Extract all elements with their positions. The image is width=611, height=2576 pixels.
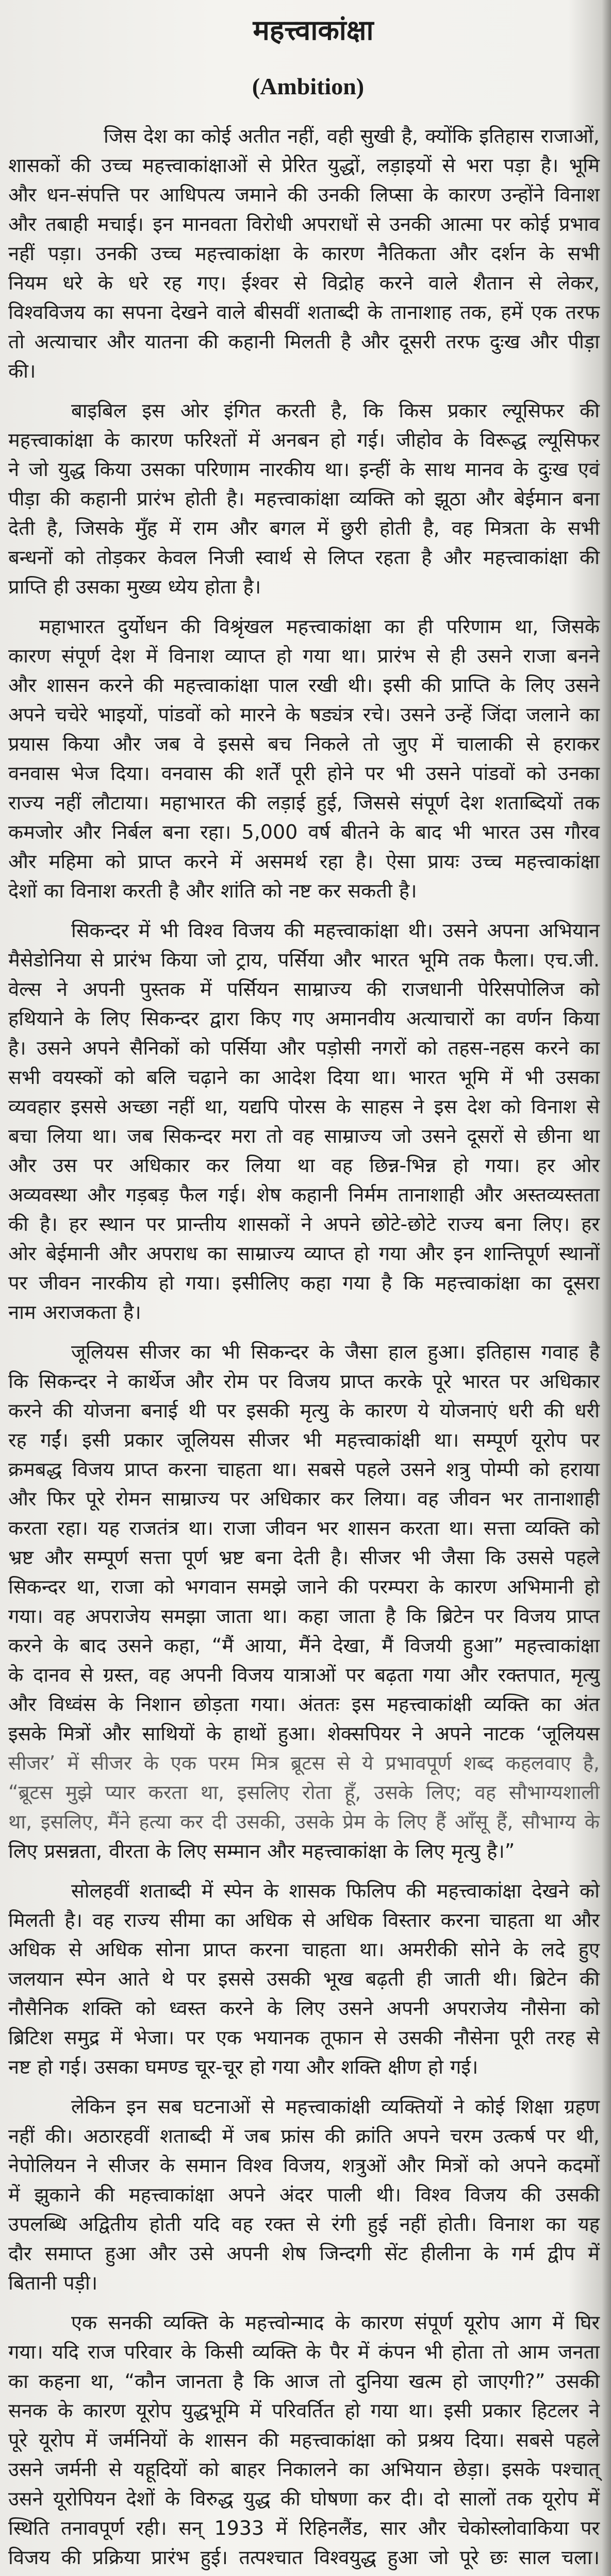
text-line: करने के बाद उसने कहा, “मैं आया, मैंने देखा, मैं विजयी हुआ” महत्त्वाकांक्षा xyxy=(8,1634,600,1657)
text-line: उसने यूरोपियन देशों के विरुद्ध युद्ध की घोषणा कर दी। दो सालों तक यूरोप में xyxy=(8,2487,600,2510)
text-line: ब्रिटिश समुद्र में भेजा। पर एक भयानक तूफान से उसकी नौसेना पूरी तरह से xyxy=(8,2026,600,2049)
text-line: करने की योजना बनाई थी पर इसकी मृत्यु के कारण ये योजनाएं धरी की धरी xyxy=(8,1399,600,1422)
text-line: पर जीवन नारकीय हो गया। इसीलिए कहा गया है कि महत्त्वाकांक्षा का दूसरा xyxy=(8,1272,600,1294)
text-line: तो अत्याचार और यातना की कहानी मिलती है और दूसरी तरफ दुःख और पीड़ा xyxy=(8,330,600,353)
text-line: राज्य नहीं लौटाया। महाभारत की लड़ाई हुई, जिससे संपूर्ण देश शताब्दियों तक xyxy=(8,791,600,814)
text-line: सनक के कारण यूरोप युद्धभूमि में परिवर्तित हो गया था। इसी प्रकार हिटलर ने xyxy=(8,2399,600,2422)
text-line: अव्यवस्था और गड़बड़ फैल गई। शेष कहानी निर्मम तानाशाही और अस्तव्यस्तता xyxy=(8,1183,600,1206)
quote-line: था, इसलिए, मैंने हत्या कर दी उसकी, उसके प्रेम के लिए हैं आँसू हैं, सौभाग्य के xyxy=(8,1810,600,1833)
text-line: नष्ट हो गई। उसका घमण्ड चूर-चूर हो गया और शक्ति क्षीण हो गई। xyxy=(8,2056,478,2078)
text-line: देती है, जिसके मुँह में राम और बगल में छुरी होती है, वह मित्रता के सभी xyxy=(8,517,600,539)
quote-line: लिए प्रसन्नता, वीरता के लिए सम्मान और महत्त्वाकांक्षा के लिए मृत्यु है।” xyxy=(8,1840,515,1862)
text-line: रह गईं। इसी प्रकार जूलियस सीजर भी महत्त्वाकांक्षी था। सम्पूर्ण यूरोप पर xyxy=(8,1429,600,1451)
text-line: और उस पर अधिकार कर लिया था वह छिन्न-भिन्न हो गया। हर ओर xyxy=(8,1154,600,1177)
text-line: नाम अराजकता है। xyxy=(8,1301,141,1324)
text-line: नियम धरे के धरे रह गए। ईश्वर से विद्रोह करने वाले शैतान से लेकर, xyxy=(8,272,600,294)
text-line: नहीं की। अठारहवीं शताब्दी में जब फ्रांस की क्रांति अपने चरम उत्कर्ष पर थी, xyxy=(8,2125,600,2147)
text-line: अधिक से अधिक सोना प्राप्त करना चाहता था। अमरीकी सोने के लदे हुए xyxy=(8,1938,600,1961)
text-line: करता रहा। यह राजतंत्र था। राजा जीवन भर शासन करता था। सत्ता व्यक्ति को xyxy=(8,1517,600,1539)
text-line: और शासन करने की महत्त्वाकांक्षा पाल रखी थी। इसी की प्राप्ति के लिए उसने xyxy=(8,674,600,697)
text-line: दौर समाप्त हुआ और उसे अपनी शेष जिन्दगी सेंट हीलीना के गर्म द्वीप में xyxy=(8,2242,600,2265)
paragraph xyxy=(8,1337,600,1866)
text-line: नेपोलियन ने सीजर के समान विश्व विजय, शत्रुओं और मित्रों को अपने कदमों xyxy=(8,2154,600,2177)
text-line: और धन-संपत्ति पर आधिपत्य जमाने की उनकी लिप्सा के कारण उन्होंने विनाश xyxy=(8,183,600,206)
paragraph xyxy=(8,1876,600,2082)
text-line: अपने चचेरे भाइयों, पांडवों को मारने के षड्यंत्र रचे। उसने उन्हें जिंदा जलाने का xyxy=(8,703,600,726)
paragraph xyxy=(8,612,600,906)
text-line: नौसैनिक शक्ति को ध्वस्त करने के लिए उसने अपनी अपराजेय नौसेना को xyxy=(8,1997,600,2020)
text-line: विजय की प्रक्रिया प्रारंभ हुई। तत्पश्चात विश्वयुद्ध हुआ जो पूरे छः साल चला। xyxy=(8,2546,600,2569)
text-line: सिकन्दर था, राजा को भगवान समझे जाने की परम्परा के कारण अभिमानी हो xyxy=(8,1575,600,1598)
text-line: और फिर पूरे रोमन साम्राज्य पर अधिकार कर लिया। वह जीवन भर तानाशाही xyxy=(8,1487,600,1510)
text-line: और विध्वंस के निशान छोड़ता गया। अंततः इस महत्त्वाकांक्षी व्यक्ति का अंत xyxy=(8,1693,600,1716)
text-line: सभी वयस्कों को बलि चढ़ाने का आदेश दिया था। भारत भूमि में भी उसका xyxy=(8,1066,600,1089)
text-line: सोलहवीं शताब्दी में स्पेन के शासक फिलिप की महत्त्वाकांक्षा देखने को xyxy=(71,1879,600,1902)
text-line: वेल्स ने अपनी पुस्तक में पर्सियन साम्राज्य की राजधानी पेरिसपोलिज को xyxy=(8,978,600,1001)
text-line: और महिमा को प्राप्त करने में असमर्थ रहा है। ऐसा प्रायः उच्च महत्त्वाकांक्षा xyxy=(8,850,600,873)
text-line: प्रयास किया और जब वे इससे बच निकले तो जुए में चालाकी से हराकर xyxy=(8,733,600,755)
text-line: पीड़ा की कहानी प्रारंभ होती है। महत्त्वाकांक्षा व्यक्ति को झूठा और बेईमान बना xyxy=(8,487,600,510)
text-line: कमजोर और निर्बल बना रहा। 5,000 वर्ष बीतने के बाद भी भारत उस गौरव xyxy=(8,821,600,843)
text-line: विश्वविजय का सपना देखने वाले बीसवीं शताब्दी के तानाशाह तक, हमें एक तरफ xyxy=(8,301,600,324)
text-line: है। उसने अपने सैनिकों को पर्सिया और पड़ोसी नगरों को तहस-नहस करने का xyxy=(8,1037,600,1059)
text-line: एक सनकी व्यक्ति के महत्त्वोन्माद के कारण संपूर्ण यूरोप आग में घिर xyxy=(71,2311,600,2334)
text-line: जलयान स्पेन आते थे पर इससे उसकी भूख बढ़ती ही जाती थी। ब्रिटेन की xyxy=(8,1968,600,1990)
paragraph xyxy=(8,2092,600,2298)
text-line: कि सिकन्दर ने कार्थेज और रोम पर विजय प्राप्त करके पूरे भारत पर अधिकार xyxy=(8,1370,600,1393)
text-line: जूलियस सीजर का भी सिकन्दर के जैसा हाल हुआ। इतिहास गवाह है xyxy=(71,1341,600,1363)
essay-body xyxy=(8,122,600,2576)
text-line: प्राप्ति ही उसका मुख्य ध्येय होता है। xyxy=(8,575,261,598)
text-line: में झुकाने की महत्त्वाकांक्षा अपने अंदर पाली थी। विश्व विजय की उसकी xyxy=(8,2183,600,2206)
text-line: भ्रष्ट और सम्पूर्ण सत्ता पूर्ण भ्रष्ट बना देती है। सीजर भी जैसा कि उससे पहले xyxy=(8,1546,600,1569)
document-subtitle: (Ambition) xyxy=(252,73,365,99)
text-line: के दानव से ग्रस्त, वह अपनी विजय यात्राओं पर बढ़ता गया और रक्तपात, मृत्यु xyxy=(8,1664,600,1686)
text-line: शासकों की उच्च महत्त्वाकांक्षाओं से प्रेरित युद्धों, लड़ाइयों से भरा पड़ा है। भूमि xyxy=(8,154,600,177)
text-line: सीजर’ में सीजर के एक परम मित्र ब्रूटस से ये प्रभावपूर्ण शब्द कहलवाए है, xyxy=(8,1752,600,1774)
text-line: ओर बेईमानी और अपराध का साम्राज्य व्याप्त हो गया और इन शान्तिपूर्ण स्थानों xyxy=(8,1242,600,1265)
text-line: की है। हर स्थान पर प्रान्तीय शासकों ने अपने छोटे-छोटे राज्य बना लिए। हर xyxy=(8,1213,600,1235)
text-line: देशों का विनाश करती है और शांति को नष्ट कर सकती है। xyxy=(8,879,417,902)
text-line: क्रमबद्ध विजय प्राप्त करना चाहता था। सबसे पहले उसने शत्रु पोम्पी को हराया xyxy=(8,1458,600,1481)
text-line: स्थिति तनावपूर्ण रही। सन् 1933 में रिहिनलैंड, सार और चेकोस्लोवाकिया पर xyxy=(8,2517,600,2539)
text-line: उपलब्धि अद्वितीय होती यदि वह रक्त से रंगी हुई नहीं होती। विनाश का यह xyxy=(8,2213,600,2235)
paragraph xyxy=(8,122,600,386)
text-line: और तबाही मचाई। इन मानवता विरोधी अपराधों से उनकी आत्मा पर कोई प्रभाव xyxy=(8,213,600,235)
text-line: नहीं पड़ा। उनकी उच्च महत्त्वाकांक्षा के कारण नैतिकता और दर्शन के सभी xyxy=(8,242,600,265)
text-line: उसने जर्मनी से यहूदियों को बाहर निकालने का अभियान छेड़ा। इसके पश्चात् xyxy=(8,2458,600,2481)
text-line xyxy=(8,2572,600,2576)
text-line: बन्धनों को तोड़कर केवल निजी स्वार्थ से लिप्त रहता है और महत्त्वाकांक्षा की xyxy=(8,546,600,569)
quote-line: “ब्रूटस मुझे प्यार करता था, इसलिए रोता हूँ, उसके लिए; वह सौभाग्यशाली xyxy=(8,1781,600,1804)
text-line: महत्त्वाकांक्षा के कारण फरिश्तों में अनबन हो गई। जीहोव के विरूद्ध ल्यूसिफर xyxy=(8,429,600,451)
paragraph xyxy=(8,2308,600,2576)
title-block xyxy=(0,12,611,103)
text-line: बचा लिया था। जब सिकन्दर मरा तो वह साम्राज्य जो उसने दूसरों से छीना था xyxy=(8,1125,600,1147)
text-line: मैसेडोनिया से प्रारंभ किया जो ट्राय, पर्सिया और भारत भूमि तक फैला। एच.जी. xyxy=(8,948,600,971)
text-line: कारण संपूर्ण देश में विनाश व्याप्त हो गया था। प्रारंभ से ही उसने राजा बनने xyxy=(8,645,600,667)
text-line: बाइबिल इस ओर इंगित करती है, कि किस प्रकार ल्यूसिफर की xyxy=(71,399,600,422)
text-line: का कहना था, “कौन जानता है कि आज तो दुनिया खत्म हो जाएगी?” उसकी xyxy=(8,2370,600,2393)
text-line: ने जो युद्ध किया उसका परिणाम नारकीय था। इन्हीं के साथ मानव के दुःख एवं xyxy=(8,458,600,481)
text-line: जिस देश का कोई अतीत नहीं, वही सुखी है, क्योंकि इतिहास राजाओं, xyxy=(104,125,600,147)
text-line: की। xyxy=(8,360,36,382)
paragraph xyxy=(8,396,600,602)
text-line: बितानी पड़ी। xyxy=(8,2272,98,2294)
text-line: मिलती है। वह राज्य सीमा का अधिक से अधिक विस्तार करना चाहता था और xyxy=(8,1909,600,1931)
text-line: लेकिन इन सब घटनाओं से महत्त्वाकांक्षी व्यक्तियों ने कोई शिक्षा ग्रहण xyxy=(71,2095,600,2118)
document-title: महत्त्वाकांक्षा xyxy=(253,14,374,46)
paragraph xyxy=(8,916,600,1327)
text-line: गया। यदि राज परिवार के किसी व्यक्ति के पैर में कंपन भी होता तो आम जनता xyxy=(8,2341,600,2363)
text-line: सिकन्दर में भी विश्व विजय की महत्त्वाकांक्षा थी। उसने अपना अभियान xyxy=(71,919,600,942)
text-line: इसके मित्रों और साथियों के हाथों हुआ। शेक्सपियर ने अपने नाटक ‘जूलियस xyxy=(8,1722,600,1745)
text-line: वनवास भेज दिया। वनवास की शर्तें पूरी होने पर भी उसने पांडवों को उनका xyxy=(8,762,600,785)
text-line: महाभारत दुर्योधन की विश्रृंखल महत्त्वाकांक्षा का ही परिणाम था, जिसके xyxy=(39,615,600,638)
text-line: व्यवहार इससे अच्छा नहीं था, यद्यपि पोरस के साहस ने इस देश को विनाश से xyxy=(8,1095,600,1118)
text-line: पूरे यूरोप में जर्मनियों के शासन की महत्त्वाकांक्षा को प्रश्रय दिया। सबसे पहले xyxy=(8,2429,600,2451)
text-line: गया। वह अपराजेय समझा जाता था। कहा जाता है कि ब्रिटेन पर विजय प्राप्त xyxy=(8,1605,600,1628)
text-line: हथियाने के लिए सिकन्दर द्वारा किए गए अमानवीय अत्याचारों का वर्णन किया xyxy=(8,1007,600,1030)
